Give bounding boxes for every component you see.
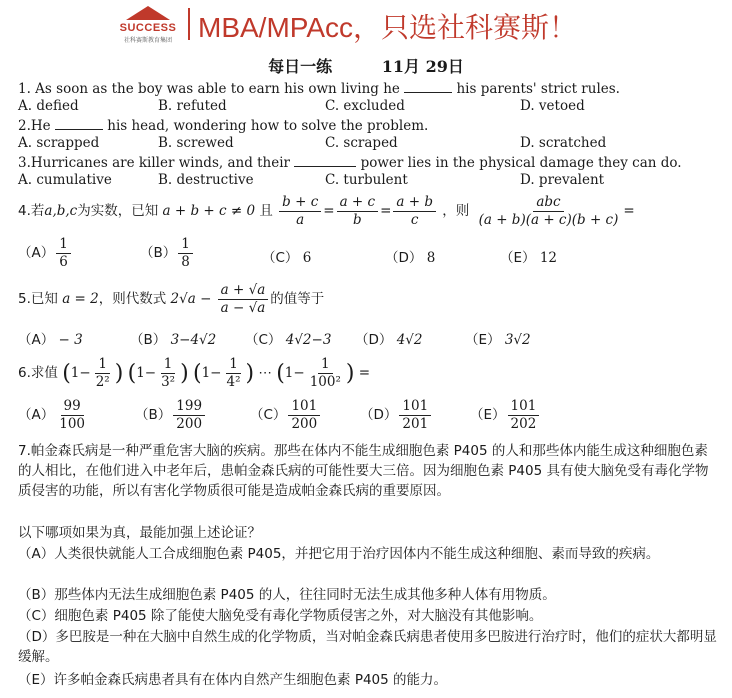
q1-option-b: B. refuted xyxy=(158,98,227,114)
q6-option-d-den: 201 xyxy=(402,416,429,432)
q6-option-e-fraction xyxy=(508,398,540,433)
q5-lead: 5.已知 xyxy=(18,291,58,307)
q4-fraction-2 xyxy=(337,194,379,229)
q5-fraction xyxy=(218,282,269,317)
q4-option-c xyxy=(262,246,311,266)
q4-option-b-label: （B） xyxy=(140,245,177,261)
q1-option-a: A. defied xyxy=(18,98,79,114)
q6-option-e xyxy=(470,398,541,433)
q3-option-a: A. cumulative xyxy=(18,172,112,188)
q4-f1-num: b + c xyxy=(279,194,321,212)
q6-option-b-fraction xyxy=(173,398,205,433)
q6-term1-num: 1 xyxy=(95,356,110,374)
q3-stem-a: 3.Hurricanes are killer winds, and their xyxy=(18,155,291,171)
q5-option-c-value: 4√2−3 xyxy=(285,332,332,348)
q5-option-e-label: （E） xyxy=(465,332,501,348)
q5-stem xyxy=(18,282,324,317)
q6-term4-num: 1 xyxy=(318,356,333,374)
q4-target-fraction xyxy=(476,194,622,229)
q2-blank xyxy=(55,117,103,130)
q2-option-c: C. scraped xyxy=(325,135,398,151)
q1-stem xyxy=(18,80,620,97)
brand-name: SUCCESS xyxy=(119,22,177,34)
q4-f3-num: a + b xyxy=(393,194,436,212)
q2-option-a: A. scrapped xyxy=(18,135,100,151)
q2-option-b: B. screwed xyxy=(158,135,234,151)
header-slogan: MBA/MPAcc，只选社科赛斯！ xyxy=(198,12,578,43)
header-divider xyxy=(188,8,190,40)
q6-term1-den: 2² xyxy=(95,374,110,390)
q4-condition: a + b + c ≠ 0 xyxy=(162,203,256,219)
q7-option-e: （E）许多帕金森氏病患者具有在体内自然产生细胞色素 P405 的能力。 xyxy=(18,672,448,688)
q6-term4-den: 100² xyxy=(309,374,341,390)
q4-option-d-label: （D） xyxy=(385,250,423,266)
q4-equals: = xyxy=(623,203,635,219)
q2-stem-a: 2.He xyxy=(18,118,51,134)
q6-option-a-den: 100 xyxy=(59,416,86,432)
q5-option-e-value: 3√2 xyxy=(504,332,531,348)
q3-stem xyxy=(18,154,682,171)
q4-vars: a,b,c xyxy=(44,203,78,219)
q5-option-b xyxy=(130,328,216,348)
q4-option-b-den: 8 xyxy=(181,254,190,270)
q7-option-b: （B）那些体内无法生成细胞色素 P405 的人，往往同时无法生成其他多种人体有用物质。 xyxy=(18,587,556,603)
q4-option-b xyxy=(140,236,195,271)
q5-option-a-label: （A） xyxy=(18,332,55,348)
q6-term2-prefix: 1− xyxy=(136,365,157,381)
q6-option-d-label: （D） xyxy=(360,407,398,423)
q2-option-d: D. scratched xyxy=(520,135,607,151)
q4-f1-den: a xyxy=(296,212,305,228)
q4-option-d-value: 8 xyxy=(426,250,436,266)
q3-blank xyxy=(294,154,356,167)
q1-option-c: C. excluded xyxy=(325,98,405,114)
q4-option-e-label: （E） xyxy=(500,250,536,266)
brand-logo xyxy=(114,6,182,44)
q6-term2-den: 3² xyxy=(161,374,176,390)
q6-option-c-num: 101 xyxy=(288,398,320,416)
page-title xyxy=(0,54,732,77)
q6-term4-prefix: 1− xyxy=(284,365,305,381)
q7-stem: 7.帕金森氏病是一种严重危害大脑的疾病。那些在体内不能生成细胞色素 P405 的人和那些体内能生成这种细胞色素的人相比，在他们进入中老年后，患帕金森氏病的可能性要大三倍。因为细胞色素 P405 具有使大脑免受有毒化学物质侵害的功能，所以有害化学物质很可能是造成帕金森氏病的重要原因。 xyxy=(18,443,709,499)
q7-option-a: （A）人类很快就能人工合成细胞色素 P405，并把它用于治疗因体内不能生成这种细胞、素而导致的疾病。 xyxy=(18,546,660,562)
q6-stem: 6.求值 (1− $\frac{1}{\text{2²}}$ ) (1− $\frac{1}{\text{3²}}$ ) (1− $\frac{1}{\text{4²}}$ ) ⋯ (1− $\frac{1}{\text{100²}}$ ) = xyxy=(18,356,371,390)
q4-and: 且 xyxy=(259,203,273,219)
q2-stem-b: his head, wondering how to solve the problem. xyxy=(107,118,429,134)
q4-option-d xyxy=(385,246,435,266)
q6-term2-num: 1 xyxy=(161,356,176,374)
q6-option-e-num: 101 xyxy=(508,398,540,416)
q7-option-d: （D）多巴胺是一种在大脑中自然生成的化学物质，当对帕金森氏病患者使用多巴胺进行治疗时，他们的症状大都明显缓解。 xyxy=(18,629,717,665)
q4-option-b-num: 1 xyxy=(178,236,193,254)
q6-lead: 6.求值 xyxy=(18,365,58,381)
q6-option-b-label: （B） xyxy=(135,407,172,423)
q4-option-a-fraction xyxy=(56,236,71,271)
q6-option-b xyxy=(135,398,207,433)
q6-option-c xyxy=(250,398,322,433)
q6-term3-prefix: 1− xyxy=(201,365,222,381)
q5-tail: 的值等于 xyxy=(270,291,325,307)
q3-option-b: B. destructive xyxy=(158,172,254,188)
q6-option-a-fraction xyxy=(56,398,88,433)
q4-stem: 4.若a,b,c为实数，已知 a + b + c ≠ 0 且 $\frac{b + c}{a}$ = $\frac{a + c}{b}$ = $\frac{a + b}{c}$ ，则 $\frac{\text{abc}}{(a + b)(a + c)(b + c)}$ = xyxy=(18,194,635,228)
q4-target-num: abc xyxy=(533,194,563,212)
q1-option-d: D. vetoed xyxy=(520,98,585,114)
q6-term3-fraction xyxy=(224,356,244,391)
q6-term3-den: 4² xyxy=(226,374,241,390)
q6-term2-fraction xyxy=(158,356,178,391)
logo-roof-icon xyxy=(126,6,170,20)
q6-equals: = xyxy=(358,365,371,381)
q4-option-a-num: 1 xyxy=(56,236,71,254)
q5-option-b-label: （B） xyxy=(130,332,167,348)
q6-term4-fraction xyxy=(307,356,344,391)
q4-f3-den: c xyxy=(410,212,419,228)
q5-option-c-label: （C） xyxy=(245,332,282,348)
title-daily-practice: 每日一练 xyxy=(268,57,333,76)
q3-option-c: C. turbulent xyxy=(325,172,408,188)
q6-term1-prefix: 1− xyxy=(70,365,91,381)
q3-option-d: D. prevalent xyxy=(520,172,605,188)
q4-mid: 为实数，已知 xyxy=(77,203,159,219)
q4-lead: 4.若 xyxy=(18,203,45,219)
q5-option-c xyxy=(245,328,331,348)
q6-option-a xyxy=(18,398,90,433)
q5-f-den: a − √a xyxy=(220,300,266,316)
q6-option-d-fraction xyxy=(399,398,431,433)
q6-dots: ⋯ xyxy=(258,365,272,381)
q4-option-b-fraction xyxy=(178,236,193,271)
q4-option-c-label: （C） xyxy=(262,250,299,266)
q5-option-d xyxy=(355,328,422,348)
q1-stem-b: his parents' strict rules. xyxy=(456,81,620,97)
q6-term1-fraction xyxy=(93,356,113,391)
q5-option-d-value: 4√2 xyxy=(396,332,423,348)
header-banner xyxy=(0,0,732,48)
q4-f2-num: a + c xyxy=(337,194,379,212)
q4-fraction-3 xyxy=(393,194,436,229)
q5-option-e xyxy=(465,328,531,348)
q5-expr: 2√a − xyxy=(170,291,212,307)
q4-then: ，则 xyxy=(442,203,470,219)
q6-option-d xyxy=(360,398,433,433)
title-date: 11月 29日 xyxy=(381,57,464,76)
q6-option-c-fraction xyxy=(288,398,320,433)
q6-option-e-label: （E） xyxy=(470,407,506,423)
q5-option-a-value: − 3 xyxy=(58,332,83,348)
q1-stem-a: 1. As soon as the boy was able to earn his own living he xyxy=(18,81,400,97)
q4-option-e-value: 12 xyxy=(539,250,558,266)
q5-option-d-label: （D） xyxy=(355,332,393,348)
q6-option-d-num: 101 xyxy=(399,398,431,416)
q6-option-a-label: （A） xyxy=(18,407,55,423)
q5-option-a xyxy=(18,328,83,348)
q6-option-c-den: 200 xyxy=(291,416,318,432)
q4-option-a-label: （A） xyxy=(18,245,55,261)
q4-fraction-1 xyxy=(279,194,321,229)
q3-stem-b: power lies in the physical damage they can do. xyxy=(360,155,682,171)
q4-option-e xyxy=(500,246,557,266)
q7-option-c: （C）细胞色素 P405 除了能使大脑免受有毒化学物质侵害之外，对大脑没有其他影响。 xyxy=(18,608,543,624)
q6-option-b-den: 200 xyxy=(176,416,203,432)
q1-blank xyxy=(404,80,452,93)
q4-target-den: (a + b)(a + c)(b + c) xyxy=(478,212,619,228)
q6-option-b-num: 199 xyxy=(173,398,205,416)
q4-option-a xyxy=(18,236,73,271)
q6-option-e-den: 202 xyxy=(510,416,537,432)
q5-f-num: a + √a xyxy=(218,282,269,300)
q2-stem xyxy=(18,117,428,134)
brand-subtitle: 社科赛斯教育集团 xyxy=(123,38,172,44)
q5-given: a = 2 xyxy=(62,291,99,307)
q6-term3-num: 1 xyxy=(226,356,241,374)
q7-question: 以下哪项如果为真，最能加强上述论证？ xyxy=(18,525,261,541)
q5-option-b-value: 3−4√2 xyxy=(170,332,217,348)
q4-option-a-den: 6 xyxy=(59,254,68,270)
q5-mid: ，则代数式 xyxy=(98,291,167,307)
q6-option-a-num: 99 xyxy=(61,398,84,416)
q4-f2-den: b xyxy=(353,212,362,228)
q4-option-c-value: 6 xyxy=(302,250,312,266)
q6-option-c-label: （C） xyxy=(250,407,287,423)
